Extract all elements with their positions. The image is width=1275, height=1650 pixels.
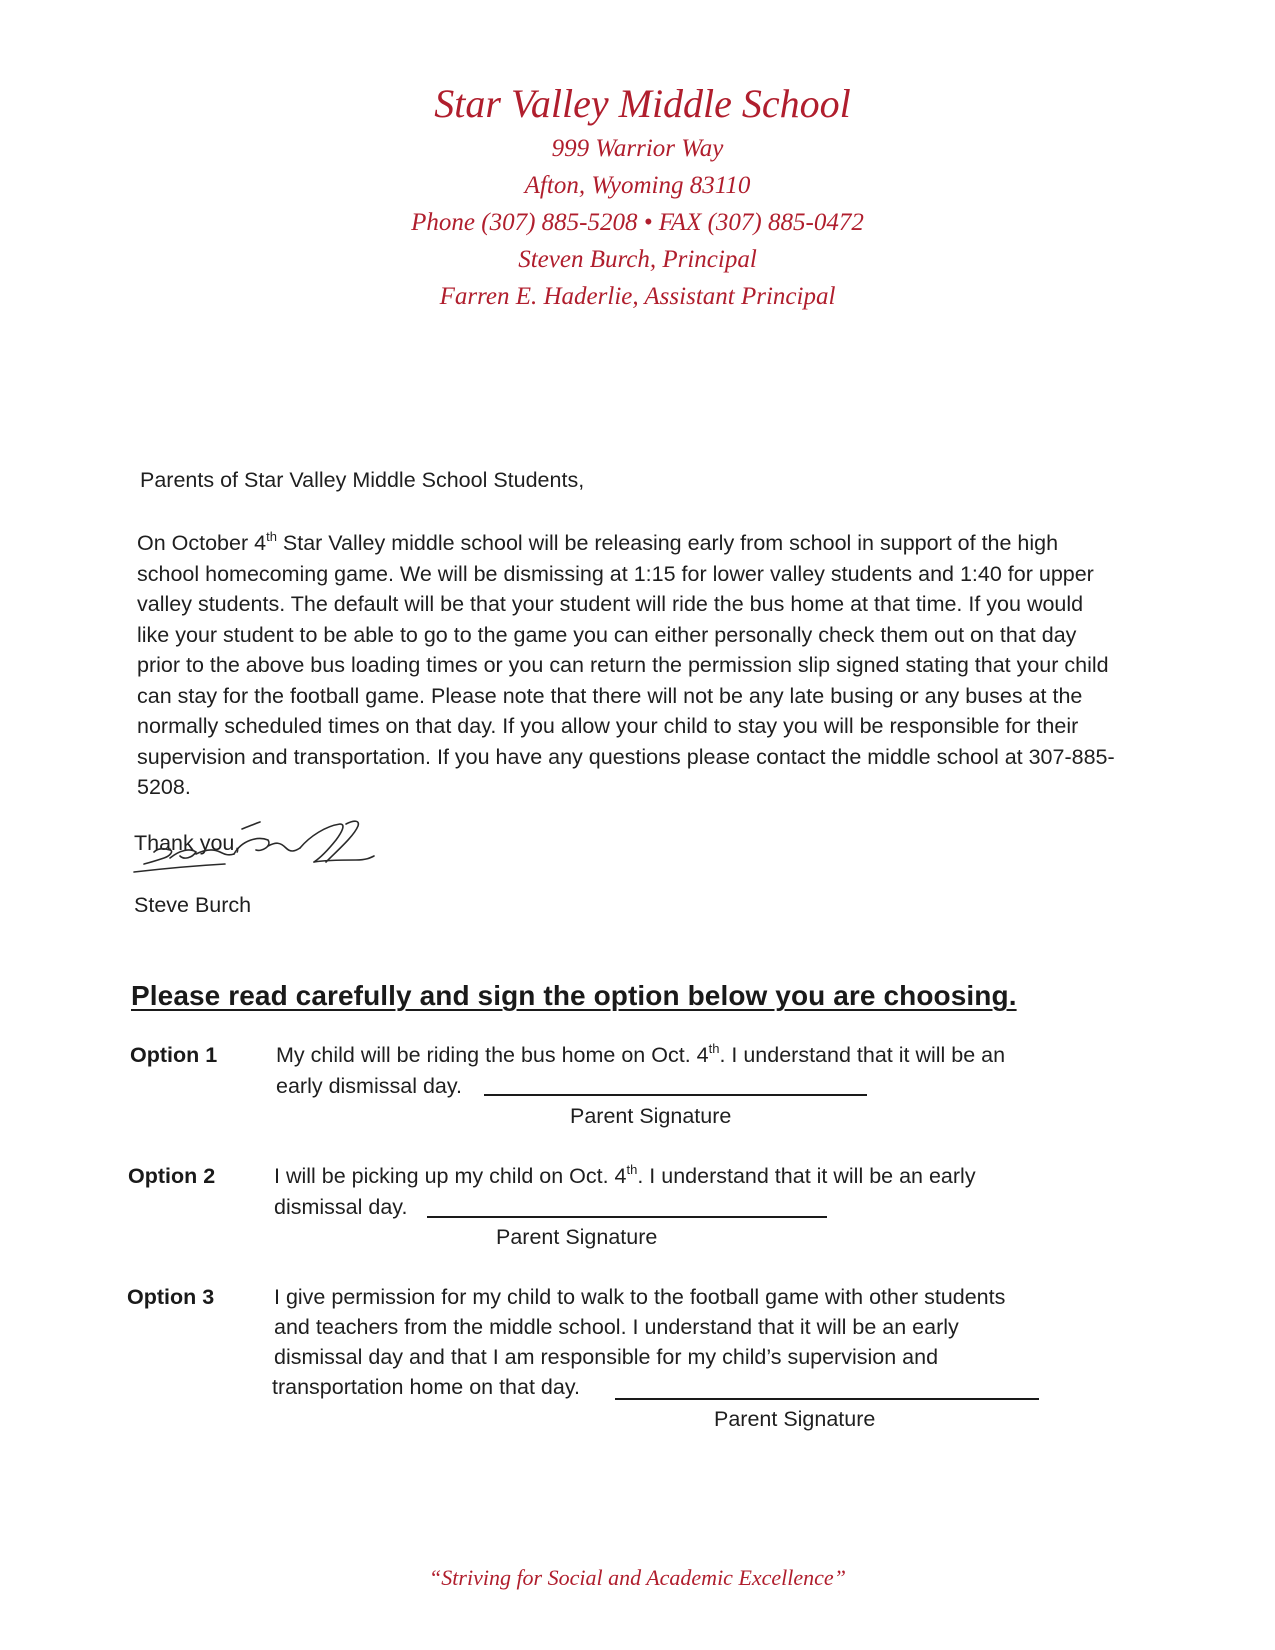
letter-greeting: Parents of Star Valley Middle School Students, bbox=[140, 468, 585, 492]
option-1-text-after: . I understand that it will be an bbox=[719, 1043, 1006, 1067]
school-city: Afton, Wyoming 83110 bbox=[524, 172, 751, 199]
option-1-text-before: My child will be riding the bus home on Oct. 4 bbox=[276, 1043, 709, 1067]
school-phone-fax: Phone (307) 885-5208 • FAX (307) 885-0472 bbox=[411, 209, 864, 236]
option-2-label: Option 2 bbox=[128, 1164, 216, 1188]
option-1-text bbox=[276, 1040, 1005, 1071]
option-1-signature-line[interactable] bbox=[484, 1094, 867, 1096]
letter-date-prefix: On October 4 bbox=[137, 531, 267, 555]
option-1-signature-caption: Parent Signature bbox=[570, 1104, 732, 1128]
option-3-label: Option 3 bbox=[127, 1285, 215, 1309]
letter-paragraph bbox=[137, 528, 1117, 803]
option-1-sup: th bbox=[708, 1041, 720, 1056]
letter-closing: Thank you, bbox=[134, 831, 241, 855]
handwritten-signature bbox=[130, 820, 390, 895]
option-3-signature-line[interactable] bbox=[615, 1398, 1039, 1400]
option-2-sup: th bbox=[626, 1162, 638, 1177]
school-street: 999 Warrior Way bbox=[551, 135, 724, 162]
option-2-text-line2: dismissal day. bbox=[274, 1195, 408, 1219]
letterhead bbox=[0, 78, 1275, 315]
letter-signer: Steve Burch bbox=[134, 893, 252, 917]
option-3-text-line1: I give permission for my child to walk to the football game with other students bbox=[274, 1285, 1006, 1309]
option-3-signature-caption: Parent Signature bbox=[714, 1407, 876, 1431]
option-3-text-line4: transportation home on that day. bbox=[272, 1375, 580, 1399]
school-name: Star Valley Middle School bbox=[434, 81, 851, 126]
letter-body: Star Valley middle school will be releasing early from school in support of the high school homecoming game. We will be dismissing at 1:15 for lower valley students and 1:40 for upper valley students. The default will be that your student will ride the bus home at that time. If you would like your student to be able to go to the game you can either personally check them out on that day prior to the above bus loading times or you can return the permission slip signed stating that your child can stay for the football game. Please note that there will not be any late busing or any buses at the normally scheduled times on that day. If you allow your child to stay you will be responsible for their supervision and transportation. If you have any questions please contact the middle school at 307-885-5208. bbox=[137, 531, 1115, 799]
school-motto: “Striving for Social and Academic Excellence” bbox=[429, 1565, 846, 1590]
form-instructions: Please read carefully and sign the option below you are choosing. bbox=[131, 980, 1017, 1011]
option-2-signature-caption: Parent Signature bbox=[496, 1225, 658, 1249]
option-1-text-line2: early dismissal day. bbox=[276, 1074, 462, 1098]
option-3-text-line2: and teachers from the middle school. I understand that it will be an early bbox=[274, 1315, 959, 1339]
option-2-text-after: . I understand that it will be an early bbox=[637, 1164, 976, 1188]
option-3-text-line3: dismissal day and that I am responsible for my child’s supervision and bbox=[274, 1345, 939, 1369]
option-1-label: Option 1 bbox=[130, 1043, 218, 1067]
letter-date-sup: th bbox=[266, 529, 277, 544]
option-2-text bbox=[274, 1161, 976, 1192]
option-2-text-before: I will be picking up my child on Oct. 4 bbox=[274, 1164, 627, 1188]
option-2-signature-line[interactable] bbox=[427, 1216, 827, 1218]
assistant-principal-name: Farren E. Haderlie, Assistant Principal bbox=[439, 283, 836, 310]
principal-name: Steven Burch, Principal bbox=[518, 246, 757, 273]
